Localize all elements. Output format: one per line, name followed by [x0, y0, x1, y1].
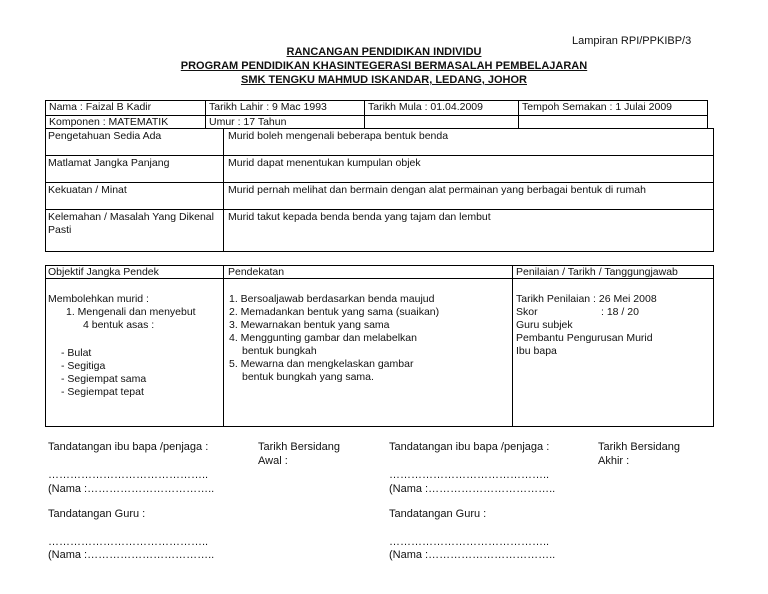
student-info-table: [45, 100, 708, 129]
weakness-value: Murid takut kepada benda benda yang tajam dan lembut: [228, 211, 491, 223]
approach-item: 4. Menggunting gambar dan melabelkan: [229, 332, 417, 344]
responsible-person: Ibu bapa: [516, 345, 557, 357]
doc-title: RANCANGAN PENDIDIKAN INDIVIDU: [286, 46, 482, 58]
signature-line: ……………………………………..: [389, 536, 550, 548]
parent-signature-label-2: Tandatangan ibu bapa /penjaga :: [389, 441, 550, 453]
program-title: PROGRAM PENDIDIKAN KHASINTEGERASI BERMASALAH PEMBELAJARAN: [180, 60, 588, 72]
score-label: Skor: [516, 306, 538, 318]
name-line: (Nama :……………………………..: [389, 549, 556, 561]
end-meeting-date-label: Tarikh Bersidang: [598, 441, 680, 453]
student-name: Nama : Faizal B Kadir: [46, 101, 206, 116]
name-line: (Nama :……………………………..: [48, 483, 215, 495]
plan-section: [45, 265, 714, 427]
objective-header: Objektif Jangka Pendek: [48, 266, 159, 278]
start-meeting-date-label-2: Awal :: [258, 455, 288, 467]
name-line: (Nama :……………………………..: [48, 549, 215, 561]
approach-item: 1. Bersoaljawab berdasarkan benda maujud: [229, 293, 435, 305]
signature-line: ……………………………………..: [389, 469, 550, 481]
teacher-signature-label-2: Tandatangan Guru :: [389, 508, 487, 520]
approach-item-cont: bentuk bungkah yang sama.: [242, 371, 374, 383]
signature-line: ……………………………………..: [48, 536, 209, 548]
name-line: (Nama :……………………………..: [389, 483, 556, 495]
shape-item: - Segitiga: [61, 360, 106, 372]
responsible-person: Guru subjek: [516, 319, 573, 331]
end-meeting-date-label-2: Akhir :: [598, 455, 630, 467]
component: Komponen : MATEMATIK: [46, 116, 206, 129]
reference-code: Lampiran RPI/PPKIBP/3: [572, 35, 692, 47]
evaluation-header: Penilaian / Tarikh / Tanggungjawab: [516, 266, 678, 278]
approach-item: 5. Mewarna dan mengkelaskan gambar: [229, 358, 414, 370]
approach-item: 3. Mewarnakan bentuk yang sama: [229, 319, 390, 331]
empty-cell: [365, 116, 519, 129]
teacher-signature-label: Tandatangan Guru :: [48, 508, 146, 520]
objective-item-cont: 4 bentuk asas :: [83, 319, 155, 331]
objective-intro: Membolehkan murid :: [48, 293, 149, 305]
weakness-label: Kelemahan / Masalah Yang Dikenal Pasti: [48, 211, 214, 236]
shape-item: - Segiempat sama: [61, 373, 147, 385]
approach-item-cont: bentuk bungkah: [242, 345, 317, 357]
strength-label: Kekuatan / Minat: [48, 184, 127, 196]
empty-cell: [519, 116, 708, 129]
prior-knowledge-label: Pengetahuan Sedia Ada: [48, 130, 162, 142]
strength-value: Murid pernah melihat dan bermain dengan alat permainan yang berbagai bentuk di rumah: [228, 184, 646, 196]
eval-date: Tarikh Penilaian : 26 Mei 2008: [516, 293, 657, 305]
birth-date: Tarikh Lahir : 9 Mac 1993: [206, 101, 365, 116]
long-term-goal-value: Murid dapat menentukan kumpulan objek: [228, 157, 421, 169]
start-date: Tarikh Mula : 01.04.2009: [365, 101, 519, 116]
prior-knowledge-value: Murid boleh mengenali beberapa bentuk benda: [228, 130, 449, 142]
start-meeting-date-label: Tarikh Bersidang: [258, 441, 340, 453]
long-term-goal-label: Matlamat Jangka Panjang: [48, 157, 170, 169]
school-title: SMK TENGKU MAHMUD ISKANDAR, LEDANG, JOHOR: [241, 74, 527, 86]
approach-header: Pendekatan: [228, 266, 285, 278]
responsible-person: Pembantu Pengurusan Murid: [516, 332, 653, 344]
signature-line: ……………………………………..: [48, 469, 209, 481]
score-value: : 18 / 20: [601, 306, 639, 318]
objective-item: 1. Mengenali dan menyebut: [66, 306, 196, 318]
parent-signature-label: Tandatangan ibu bapa /penjaga :: [48, 441, 209, 453]
approach-item: 2. Memadankan bentuk yang sama (suaikan): [229, 306, 440, 318]
shape-item: - Segiempat tepat: [61, 386, 144, 398]
age: Umur : 17 Tahun: [206, 116, 365, 129]
review-period: Tempoh Semakan : 1 Julai 2009: [519, 101, 708, 116]
shape-item: - Bulat: [61, 347, 92, 359]
